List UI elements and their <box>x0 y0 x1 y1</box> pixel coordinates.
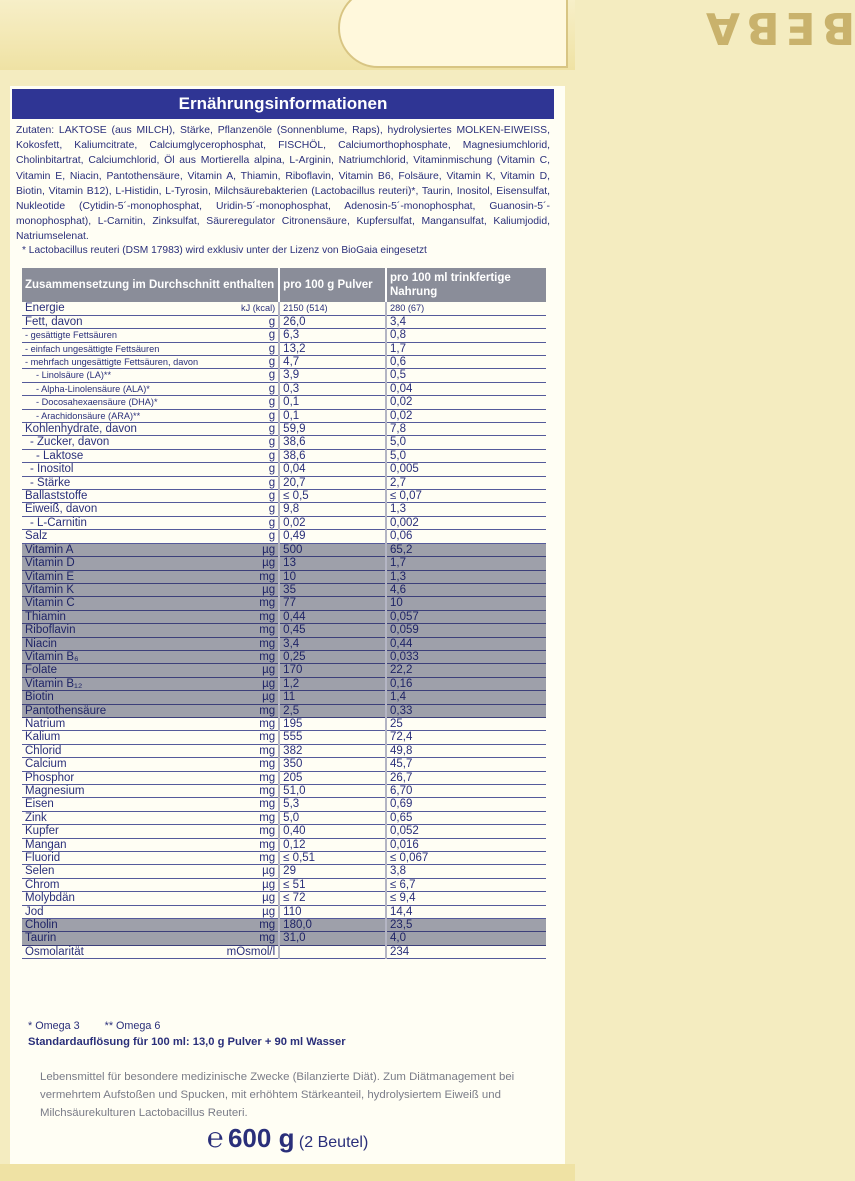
nutrient-name: Fett, davon <box>22 315 224 328</box>
value-per-100ml: 4,0 <box>386 932 546 945</box>
table-row <box>22 503 546 516</box>
table-row <box>22 878 546 891</box>
table-row <box>22 329 546 342</box>
nutrient-unit: g <box>224 356 280 369</box>
nutrient-name: Ballaststoffe <box>22 490 224 503</box>
nutrient-name: - Docosahexaensäure (DHA)* <box>22 396 224 409</box>
value-per-100ml: 0,005 <box>386 463 546 476</box>
nutrient-name: Fluorid <box>22 852 224 865</box>
nutrient-name: Vitamin A <box>22 543 224 556</box>
value-per-100ml: 25 <box>386 717 546 730</box>
table-row <box>22 543 546 556</box>
value-per-100g: 170 <box>279 664 386 677</box>
estimated-sign-icon: ℮ <box>206 1122 224 1153</box>
table-row <box>22 905 546 918</box>
value-per-100g: 3,9 <box>279 369 386 382</box>
value-per-100ml: 45,7 <box>386 758 546 771</box>
nutrient-name: Vitamin B₁₂ <box>22 677 224 690</box>
nutrient-name: Niacin <box>22 637 224 650</box>
table-row <box>22 731 546 744</box>
value-per-100g: 51,0 <box>279 785 386 798</box>
nutrient-name: Vitamin B₆ <box>22 650 224 663</box>
nutrient-name: Cholin <box>22 919 224 932</box>
nutrient-unit: g <box>224 329 280 342</box>
nutrient-name: - Stärke <box>22 476 224 489</box>
table-header-row <box>22 268 546 302</box>
nutrient-unit: g <box>224 369 280 382</box>
nutrient-name: - gesättigte Fettsäuren <box>22 329 224 342</box>
table-row <box>22 825 546 838</box>
nutrient-name: Magnesium <box>22 785 224 798</box>
value-per-100ml: 0,06 <box>386 530 546 543</box>
value-per-100ml: 0,016 <box>386 838 546 851</box>
value-per-100g: 0,40 <box>279 825 386 838</box>
nutrient-name: Molybdän <box>22 892 224 905</box>
value-per-100ml: 7,8 <box>386 423 546 436</box>
table-row <box>22 583 546 596</box>
nutrient-unit: µg <box>224 664 280 677</box>
medical-note: Lebensmittel für besondere medizinische Zwecke (Bilanzierte Diät). Zum Diätmanagement bei vermehrtem Aufstoßen und Spucken, mit erhöhtem Stärkeanteil, hydrolysiertem Eiweiß und Milchsäurekulturen Lactobacillus Reuteri. <box>40 1071 515 1119</box>
value-per-100g: 13 <box>279 557 386 570</box>
nutrient-name: - Linolsäure (LA)** <box>22 369 224 382</box>
ingredients-text: Zutaten: LAKTOSE (aus MILCH), Stärke, Pflanzenöle (Sonnenblume, Raps), hydrolysiertes MOLKEN-EIWEISS, Kokosfett, Kaliumcitrate, Calciumglycerophosphat, FISCHÖL, Calciumorthophosphate, Magnesiumchlorid, Cholinbitartrat, Calciumchlorid, Öl aus Mortierella alpina, L-Arginin, Natriumchlorid, Vitaminmischung (Vitamin C, Vitamin E, Niacin, Pantothensäure, Vitamin A, Thiamin, Riboflavin, Vitamin B6, Folsäure, Vitamin K, Vitamin D, Biotin, Vitamin B12), L-Histidin, L-Tyrosin, Milchsäurebakterien (Lactobacillus reuteri)*, Taurin, Inositol, Eisensulfat, Nukleotide (Cytidin-5´-monophosphat, Uridin-5´-monophosphat, Adenosin-5´-monophosphat, Guanosin-5´-monophosphat), L-Carnitin, Zinksulfat, Säureregulator Citronensäure, Kupfersulfat, Mangansulfat, Kaliumjodid, Natriumselenat. <box>16 125 550 243</box>
value-per-100ml: 6,70 <box>386 785 546 798</box>
table-row <box>22 557 546 570</box>
value-per-100ml: 0,02 <box>386 396 546 409</box>
nutrient-unit: g <box>224 530 280 543</box>
value-per-100ml: 0,052 <box>386 825 546 838</box>
table-row <box>22 785 546 798</box>
value-per-100g <box>279 945 386 958</box>
value-per-100ml: 1,3 <box>386 570 546 583</box>
value-per-100g: ≤ 0,51 <box>279 852 386 865</box>
value-per-100g: 59,9 <box>279 423 386 436</box>
value-per-100ml: 0,33 <box>386 704 546 717</box>
nutrient-name: Eiweiß, davon <box>22 503 224 516</box>
value-per-100g: 26,0 <box>279 315 386 328</box>
value-per-100g: 0,1 <box>279 396 386 409</box>
value-per-100ml: ≤ 9,4 <box>386 892 546 905</box>
value-per-100ml: 4,6 <box>386 583 546 596</box>
nutrient-name: Calcium <box>22 758 224 771</box>
nutrient-name: Selen <box>22 865 224 878</box>
value-per-100ml: 0,69 <box>386 798 546 811</box>
nutrient-unit: mg <box>224 825 280 838</box>
nutrient-unit: µg <box>224 865 280 878</box>
nutrient-unit: µg <box>224 905 280 918</box>
value-per-100g: 31,0 <box>279 932 386 945</box>
brand-logo: BEBA <box>700 2 855 53</box>
value-per-100ml: 5,0 <box>386 449 546 462</box>
nutrient-unit: mg <box>224 570 280 583</box>
value-per-100ml: 14,4 <box>386 905 546 918</box>
net-weight <box>0 1122 575 1154</box>
nutrient-name: Energie <box>22 302 224 315</box>
nutrient-unit: mg <box>224 731 280 744</box>
value-per-100g: 38,6 <box>279 449 386 462</box>
lacto-note: * Lactobacillus reuteri (DSM 17983) wird exklusiv unter der Lizenz von BioGaia eingesetzt <box>22 245 427 256</box>
nutrient-unit: mg <box>224 597 280 610</box>
nutrient-name: Natrium <box>22 717 224 730</box>
nutrient-unit: mg <box>224 717 280 730</box>
value-per-100ml: 234 <box>386 945 546 958</box>
table-row <box>22 302 546 315</box>
table-row <box>22 811 546 824</box>
table-row <box>22 798 546 811</box>
table-row <box>22 570 546 583</box>
value-per-100ml: ≤ 6,7 <box>386 878 546 891</box>
value-per-100g: 11 <box>279 691 386 704</box>
nutrient-name: - einfach ungesättigte Fettsäuren <box>22 342 224 355</box>
nutrient-name: Eisen <box>22 798 224 811</box>
table-row <box>22 865 546 878</box>
nutrient-unit: mg <box>224 610 280 623</box>
nutrient-unit: g <box>224 409 280 422</box>
nutrient-unit: g <box>224 382 280 395</box>
value-per-100g: ≤ 72 <box>279 892 386 905</box>
nutrient-name: - L-Carnitin <box>22 516 224 529</box>
value-per-100ml: 0,059 <box>386 624 546 637</box>
nutrient-unit: g <box>224 396 280 409</box>
nutrient-name: - Inositol <box>22 463 224 476</box>
nutrient-unit: µg <box>224 691 280 704</box>
value-per-100g: 110 <box>279 905 386 918</box>
footnote-omega3: * Omega 3 <box>28 1020 80 1032</box>
nutrient-name: Biotin <box>22 691 224 704</box>
nutrient-name: Kupfer <box>22 825 224 838</box>
package-top <box>0 0 855 70</box>
value-per-100g: 2150 (514) <box>279 302 386 315</box>
nutrient-unit: mg <box>224 785 280 798</box>
value-per-100g: 0,44 <box>279 610 386 623</box>
nutrient-name: Vitamin K <box>22 583 224 596</box>
nutrient-name: Kalium <box>22 731 224 744</box>
value-per-100g: ≤ 0,5 <box>279 490 386 503</box>
table-row <box>22 449 546 462</box>
value-per-100g: 0,12 <box>279 838 386 851</box>
value-per-100g: 4,7 <box>279 356 386 369</box>
value-per-100g: 35 <box>279 583 386 596</box>
nutrient-unit: mg <box>224 798 280 811</box>
value-per-100g: 1,2 <box>279 677 386 690</box>
value-per-100ml: 0,04 <box>386 382 546 395</box>
value-per-100g: 0,3 <box>279 382 386 395</box>
nutrient-unit: mg <box>224 650 280 663</box>
value-per-100ml: 26,7 <box>386 771 546 784</box>
value-per-100g: 29 <box>279 865 386 878</box>
value-per-100g: 0,25 <box>279 650 386 663</box>
value-per-100ml: 5,0 <box>386 436 546 449</box>
table-row <box>22 476 546 489</box>
nutrient-unit: g <box>224 516 280 529</box>
nutrition-table <box>22 268 546 959</box>
table-row <box>22 945 546 958</box>
value-per-100ml: 0,057 <box>386 610 546 623</box>
table-row <box>22 624 546 637</box>
value-per-100g: 0,45 <box>279 624 386 637</box>
table-row <box>22 758 546 771</box>
nutrition-table-body <box>22 302 546 959</box>
nutrient-unit: µg <box>224 557 280 570</box>
weight-amount: 600 g <box>227 1123 295 1153</box>
header-per-100g: pro 100 g Pulver <box>279 268 386 302</box>
value-per-100g: 195 <box>279 717 386 730</box>
table-row <box>22 932 546 945</box>
value-per-100ml: 3,8 <box>386 865 546 878</box>
table-row <box>22 838 546 851</box>
table-row <box>22 852 546 865</box>
value-per-100ml: 1,7 <box>386 557 546 570</box>
table-row <box>22 717 546 730</box>
nutrient-name: Folate <box>22 664 224 677</box>
nutrient-unit: mg <box>224 624 280 637</box>
nutrient-unit: mg <box>224 919 280 932</box>
nutrient-name: - mehrfach ungesättigte Fettsäuren, davon <box>22 356 224 369</box>
value-per-100g: 2,5 <box>279 704 386 717</box>
nutrient-name: - Arachidonsäure (ARA)** <box>22 409 224 422</box>
nutrient-name: Chlorid <box>22 744 224 757</box>
footnote-omega6: ** Omega 6 <box>104 1020 161 1032</box>
nutrient-name: - Alpha-Linolensäure (ALA)* <box>22 382 224 395</box>
nutrient-name: Zink <box>22 811 224 824</box>
table-row <box>22 650 546 663</box>
nutrient-name: Jod <box>22 905 224 918</box>
table-row <box>22 463 546 476</box>
table-row <box>22 530 546 543</box>
table-row <box>22 597 546 610</box>
table-row <box>22 356 546 369</box>
value-per-100ml: 2,7 <box>386 476 546 489</box>
nutrient-name: Chrom <box>22 878 224 891</box>
value-per-100ml: 1,4 <box>386 691 546 704</box>
value-per-100g: 0,04 <box>279 463 386 476</box>
nutrient-unit: µg <box>224 543 280 556</box>
nutrient-unit: µg <box>224 677 280 690</box>
nutrient-unit: g <box>224 315 280 328</box>
value-per-100g: 13,2 <box>279 342 386 355</box>
value-per-100g: 5,3 <box>279 798 386 811</box>
value-per-100g: 0,1 <box>279 409 386 422</box>
value-per-100g: 3,4 <box>279 637 386 650</box>
table-row <box>22 610 546 623</box>
value-per-100ml: 3,4 <box>386 315 546 328</box>
nutrient-unit: mg <box>224 704 280 717</box>
nutrient-name: Thiamin <box>22 610 224 623</box>
table-row <box>22 704 546 717</box>
nutrient-name: - Laktose <box>22 449 224 462</box>
table-row <box>22 423 546 436</box>
value-per-100ml: 23,5 <box>386 919 546 932</box>
nutrient-name: Mangan <box>22 838 224 851</box>
value-per-100g: 6,3 <box>279 329 386 342</box>
nutrient-unit: mg <box>224 838 280 851</box>
nutrient-name: Vitamin E <box>22 570 224 583</box>
nutrient-unit: g <box>224 342 280 355</box>
value-per-100ml: 0,65 <box>386 811 546 824</box>
package-bottom <box>0 1164 575 1181</box>
table-row <box>22 919 546 932</box>
value-per-100g: 77 <box>279 597 386 610</box>
value-per-100ml: 0,002 <box>386 516 546 529</box>
value-per-100ml: 0,6 <box>386 356 546 369</box>
table-row <box>22 691 546 704</box>
value-per-100g: 9,8 <box>279 503 386 516</box>
value-per-100ml: 1,7 <box>386 342 546 355</box>
nutrient-name: Vitamin C <box>22 597 224 610</box>
nutrient-unit: mg <box>224 932 280 945</box>
nutrient-unit: µg <box>224 892 280 905</box>
brand-logo-area <box>338 0 855 68</box>
nutrient-unit: g <box>224 436 280 449</box>
nutrient-name: Riboflavin <box>22 624 224 637</box>
value-per-100g: 38,6 <box>279 436 386 449</box>
table-row <box>22 892 546 905</box>
value-per-100ml: ≤ 0,07 <box>386 490 546 503</box>
table-row <box>22 409 546 422</box>
value-per-100g: 205 <box>279 771 386 784</box>
value-per-100ml: 280 (67) <box>386 302 546 315</box>
value-per-100ml: 22,2 <box>386 664 546 677</box>
nutrient-unit: mg <box>224 852 280 865</box>
table-row <box>22 677 546 690</box>
table-row <box>22 516 546 529</box>
table-row <box>22 664 546 677</box>
value-per-100ml: 0,02 <box>386 409 546 422</box>
nutrient-unit: mg <box>224 744 280 757</box>
value-per-100g: 0,49 <box>279 530 386 543</box>
nutrient-unit: µg <box>224 878 280 891</box>
nutrient-unit: mg <box>224 637 280 650</box>
nutrient-name: Phosphor <box>22 771 224 784</box>
weight-bags: (2 Beutel) <box>298 1134 369 1151</box>
standard-solution: Standardauflösung für 100 ml: 13,0 g Pulver + 90 ml Wasser <box>28 1036 346 1048</box>
table-row <box>22 744 546 757</box>
table-row <box>22 382 546 395</box>
value-per-100ml: 0,5 <box>386 369 546 382</box>
header-composition: Zusammensetzung im Durchschnitt enthalten <box>22 268 279 302</box>
value-per-100ml: 49,8 <box>386 744 546 757</box>
table-row <box>22 637 546 650</box>
table-row <box>22 771 546 784</box>
nutrient-unit: g <box>224 463 280 476</box>
value-per-100g: 10 <box>279 570 386 583</box>
value-per-100ml: 65,2 <box>386 543 546 556</box>
value-per-100ml: 0,44 <box>386 637 546 650</box>
nutrient-name: Taurin <box>22 932 224 945</box>
nutrient-name: - Zucker, davon <box>22 436 224 449</box>
value-per-100ml: 0,8 <box>386 329 546 342</box>
header-per-100ml: pro 100 ml trinkfertige Nahrung <box>386 268 546 302</box>
table-row <box>22 342 546 355</box>
nutrient-unit: µg <box>224 583 280 596</box>
value-per-100g: 555 <box>279 731 386 744</box>
value-per-100ml: 0,16 <box>386 677 546 690</box>
section-title: Ernährungsinformationen <box>12 89 554 119</box>
nutrient-unit: g <box>224 423 280 436</box>
value-per-100g: 5,0 <box>279 811 386 824</box>
value-per-100g: 180,0 <box>279 919 386 932</box>
nutrient-unit: g <box>224 449 280 462</box>
value-per-100g: 0,02 <box>279 516 386 529</box>
value-per-100ml: 10 <box>386 597 546 610</box>
value-per-100ml: 1,3 <box>386 503 546 516</box>
nutrient-name: Vitamin D <box>22 557 224 570</box>
table-row <box>22 315 546 328</box>
table-row <box>22 490 546 503</box>
footnotes <box>28 1020 182 1032</box>
value-per-100ml: 0,033 <box>386 650 546 663</box>
table-row <box>22 369 546 382</box>
nutrient-name: Kohlenhydrate, davon <box>22 423 224 436</box>
value-per-100ml: ≤ 0,067 <box>386 852 546 865</box>
value-per-100g: 382 <box>279 744 386 757</box>
value-per-100g: 500 <box>279 543 386 556</box>
nutrient-name: Osmolarität <box>22 945 224 958</box>
nutrient-name: Pantothensäure <box>22 704 224 717</box>
value-per-100g: 20,7 <box>279 476 386 489</box>
nutrient-unit: mg <box>224 771 280 784</box>
nutrient-unit: mg <box>224 811 280 824</box>
value-per-100g: 350 <box>279 758 386 771</box>
value-per-100g: ≤ 51 <box>279 878 386 891</box>
nutrient-unit: g <box>224 503 280 516</box>
nutrient-unit: g <box>224 476 280 489</box>
nutrient-unit: kJ (kcal) <box>224 302 280 315</box>
nutrient-name: Salz <box>22 530 224 543</box>
table-row <box>22 396 546 409</box>
nutrient-unit: g <box>224 490 280 503</box>
table-row <box>22 436 546 449</box>
value-per-100ml: 72,4 <box>386 731 546 744</box>
nutrient-unit: mg <box>224 758 280 771</box>
nutrient-unit: mOsmol/l <box>224 945 280 958</box>
